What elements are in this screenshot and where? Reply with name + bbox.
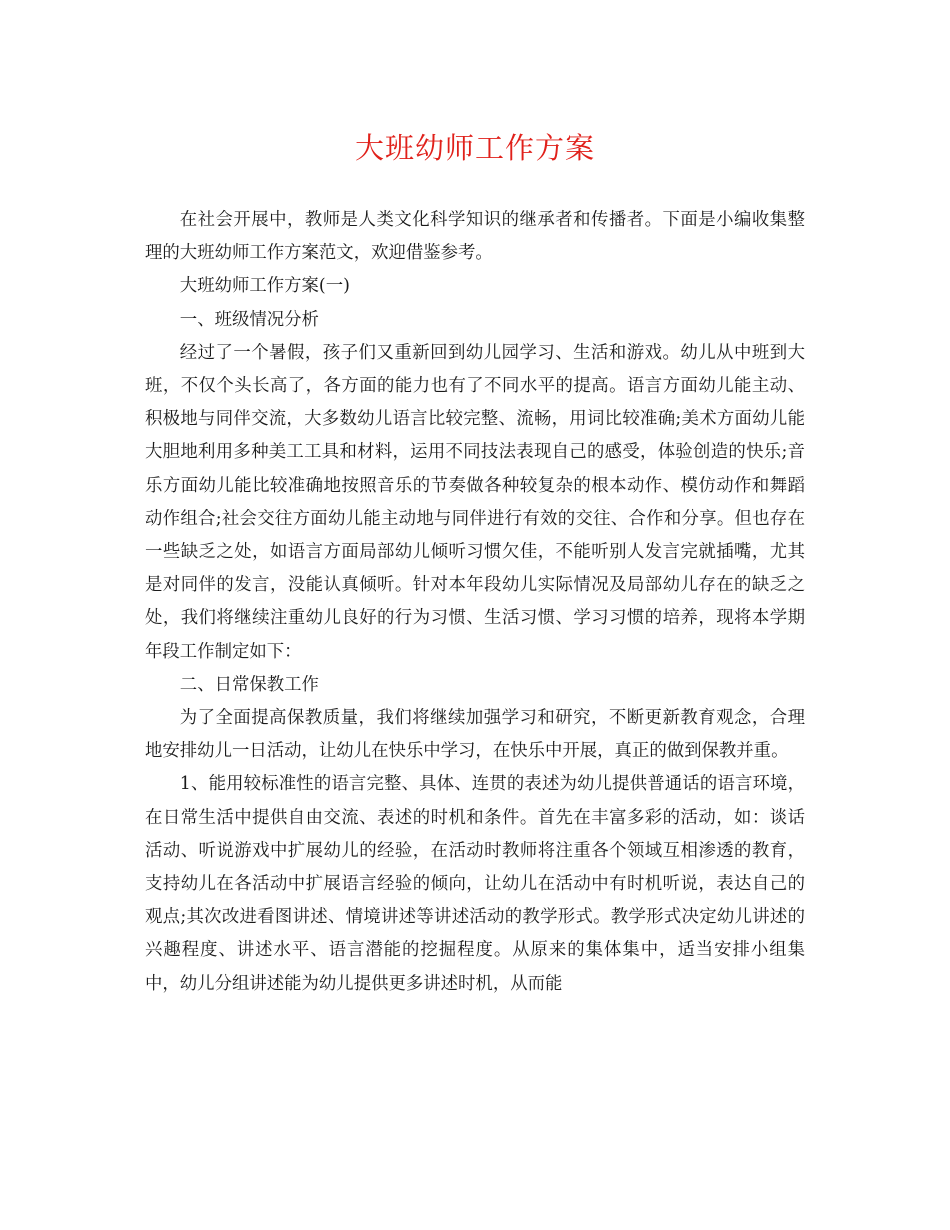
- class-analysis-paragraph: 经过了一个暑假，孩子们又重新回到幼儿园学习、生活和游戏。幼儿从中班到大班，不仅个头长高了，各方面的能力也有了不同水平的提高。语言方面幼儿能主动、积极地与同伴交流，大多数幼儿语言比较完整、流畅，用词比较准确;美术方面幼儿能大胆地利用多种美工工具和材料，运用不同技法表现自己的感受，体验创造的快乐;音乐方面幼儿能比较准确地按照音乐的节奏做各种较复杂的根本动作、模仿动作和舞蹈动作组合;社会交往方面幼儿能主动地与同伴进行有效的交往、合作和分享。但也存在一些缺乏之处，如语言方面局部幼儿倾听习惯欠佳，不能听别人发言完就插嘴，尤其是对同伴的发言，没能认真倾听。针对本年段幼儿实际情况及局部幼儿存在的缺乏之处，我们将继续注重幼儿良好的行为习惯、生活习惯、学习习惯的培养，现将本学期年段工作制定如下：: [145, 342, 805, 662]
- section-heading-class-analysis: 一、班级情况分析: [179, 309, 319, 330]
- plan-heading: 大班幼师工作方案(一): [179, 276, 350, 297]
- document-title: 大班幼师工作方案: [354, 131, 595, 165]
- document-body: [145, 204, 805, 1001]
- daily-care-paragraph: 为了全面提高保教质量，我们将继续加强学习和研究，不断更新教育观念，合理地安排幼儿一日活动，让幼儿在快乐中学习，在快乐中开展，真正的做到保教并重。: [145, 708, 805, 762]
- section-heading-daily-care: 二、日常保教工作: [179, 674, 319, 695]
- intro-paragraph: 在社会开展中，教师是人类文化科学知识的继承者和传播者。下面是小编收集整理的大班幼师工作方案范文，欢迎借鉴参考。: [145, 210, 805, 264]
- language-item-paragraph: 1、能用较标准性的语言完整、具体、连贯的表述为幼儿提供普通话的语言环境，在日常生活中提供自由交流、表述的时机和条件。首先在丰富多彩的活动，如：谈话活动、听说游戏中扩展幼儿的经验，在活动时教师将注重各个领域互相渗透的教育，支持幼儿在各活动中扩展语言经验的倾向，让幼儿在活动中有时机听说，表达自己的观点;其次改进看图讲述、情境讲述等讲述活动的教学形式。教学形式决定幼儿讲述的兴趣程度、讲述水平、语言潜能的挖掘程度。从原来的集体集中，适当安排小组集中，幼儿分组讲述能为幼儿提供更多讲述时机，从而能: [145, 774, 805, 994]
